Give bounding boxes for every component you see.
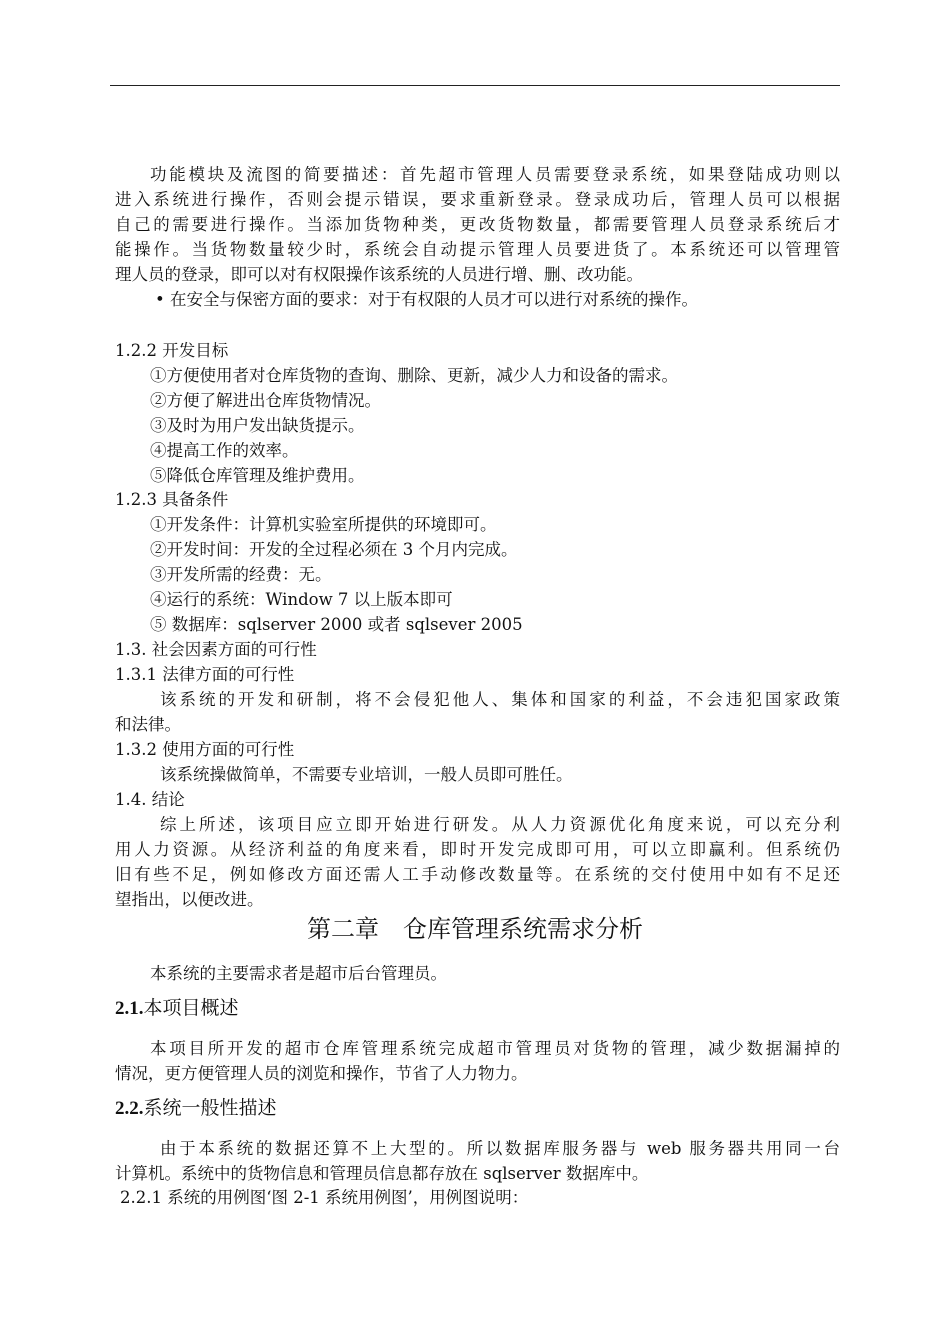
condition-item-2: ②开发时间：开发的全过程必须在 3 个月内完成。 — [150, 540, 518, 559]
intro-line-2: 进入系统进行操作，否则会提示错误，要求重新登录。登录成功后，管理人员可以根据 — [115, 190, 840, 209]
goal-item-2: ②方便了解进出仓库货物情况。 — [150, 391, 381, 410]
section-2-1-number: 2.1. — [115, 998, 144, 1019]
goal-item-5: ⑤降低仓库管理及维护费用。 — [150, 466, 365, 485]
conclusion-line-3: 旧有些不足，例如修改方面还需人工手动修改数量等。在系统的交付使用中如有不足还 — [115, 865, 840, 884]
intro-line-4: 能操作。当货物数量较少时，系统会自动提示管理人员要进货了。本系统还可以管理管 — [115, 240, 840, 259]
section-2-2-number: 2.2. — [115, 1098, 144, 1119]
general-line-1: 由于本系统的数据还算不上大型的。所以数据库服务器与 web 服务器共用同一台 — [160, 1139, 840, 1158]
condition-item-5: ⑤ 数据库：sqlserver 2000 或者 sqlsever 2005 — [150, 615, 523, 634]
goal-item-3: ③及时为用户发出缺货提示。 — [150, 416, 365, 435]
conclusion-line-4: 望指出，以便改进。 — [115, 890, 264, 909]
goal-item-4: ④提高工作的效率。 — [150, 441, 299, 460]
security-note: • 在安全与保密方面的要求：对于有权限的人员才可以进行对系统的操作。 — [155, 290, 698, 309]
chapter-2-intro: 本系统的主要需求者是超市后台管理员。 — [150, 964, 447, 983]
section-1-3-heading: 1.3. 社会因素方面的可行性 — [115, 640, 317, 659]
section-1-3-2-heading: 1.3.2 使用方面的可行性 — [115, 740, 295, 759]
header-rule — [110, 85, 840, 86]
section-1-3-1-heading: 1.3.1 法律方面的可行性 — [115, 665, 295, 684]
overview-line-2: 情况，更方便管理人员的浏览和操作，节省了人力物力。 — [115, 1064, 528, 1083]
section-2-1-heading — [115, 994, 239, 1023]
condition-item-4: ④运行的系统：Window 7 以上版本即可 — [150, 590, 453, 609]
chapter-2-title: 第二章 仓库管理系统需求分析 — [307, 915, 643, 943]
legal-line-2: 和法律。 — [115, 715, 181, 734]
section-2-2-heading — [115, 1094, 277, 1123]
general-line-2: 计算机。系统中的货物信息和管理员信息都存放在 sqlserver 数据库中。 — [115, 1164, 649, 1183]
intro-line-5: 理人员的登录，即可以对有权限操作该系统的人员进行增、删、改功能。 — [115, 265, 643, 284]
intro-line-3: 自己的需要进行操作。当添加货物种类，更改货物数量，都需要管理人员登录系统后才 — [115, 215, 840, 234]
section-2-1-title: 本项目概述 — [143, 997, 239, 1019]
goal-item-1: ①方便使用者对仓库货物的查询、删除、更新，减少人力和设备的需求。 — [150, 366, 678, 385]
section-2-2-1-line: 2.2.1 系统的用例图‘图 2-1 系统用例图’，用例图说明： — [120, 1188, 529, 1207]
section-1-2-2-heading: 1.2.2 开发目标 — [115, 341, 229, 360]
legal-line-1: 该系统的开发和研制，将不会侵犯他人、集体和国家的利益，不会违犯国家政策 — [160, 690, 840, 709]
section-1-2-3-heading: 1.2.3 具备条件 — [115, 490, 229, 509]
conclusion-line-2: 用人力资源。从经济利益的角度来看，即时开发完成即可用，可以立即赢利。但系统仍 — [115, 840, 840, 859]
condition-item-3: ③开发所需的经费：无。 — [150, 565, 332, 584]
usage-line-1: 该系统操做简单，不需要专业培训，一般人员即可胜任。 — [160, 765, 573, 784]
section-1-4-heading: 1.4. 结论 — [115, 790, 185, 809]
condition-item-1: ①开发条件：计算机实验室所提供的环境即可。 — [150, 515, 497, 534]
conclusion-line-1: 综上所述，该项目应立即开始进行研发。从人力资源优化角度来说，可以充分利 — [160, 815, 840, 834]
section-2-2-title: 系统一般性描述 — [143, 1097, 277, 1119]
overview-line-1: 本项目所开发的超市仓库管理系统完成超市管理员对货物的管理，减少数据漏掉的 — [150, 1039, 840, 1058]
intro-line-1: 功能模块及流图的简要描述：首先超市管理人员需要登录系统，如果登陆成功则以 — [150, 165, 840, 184]
